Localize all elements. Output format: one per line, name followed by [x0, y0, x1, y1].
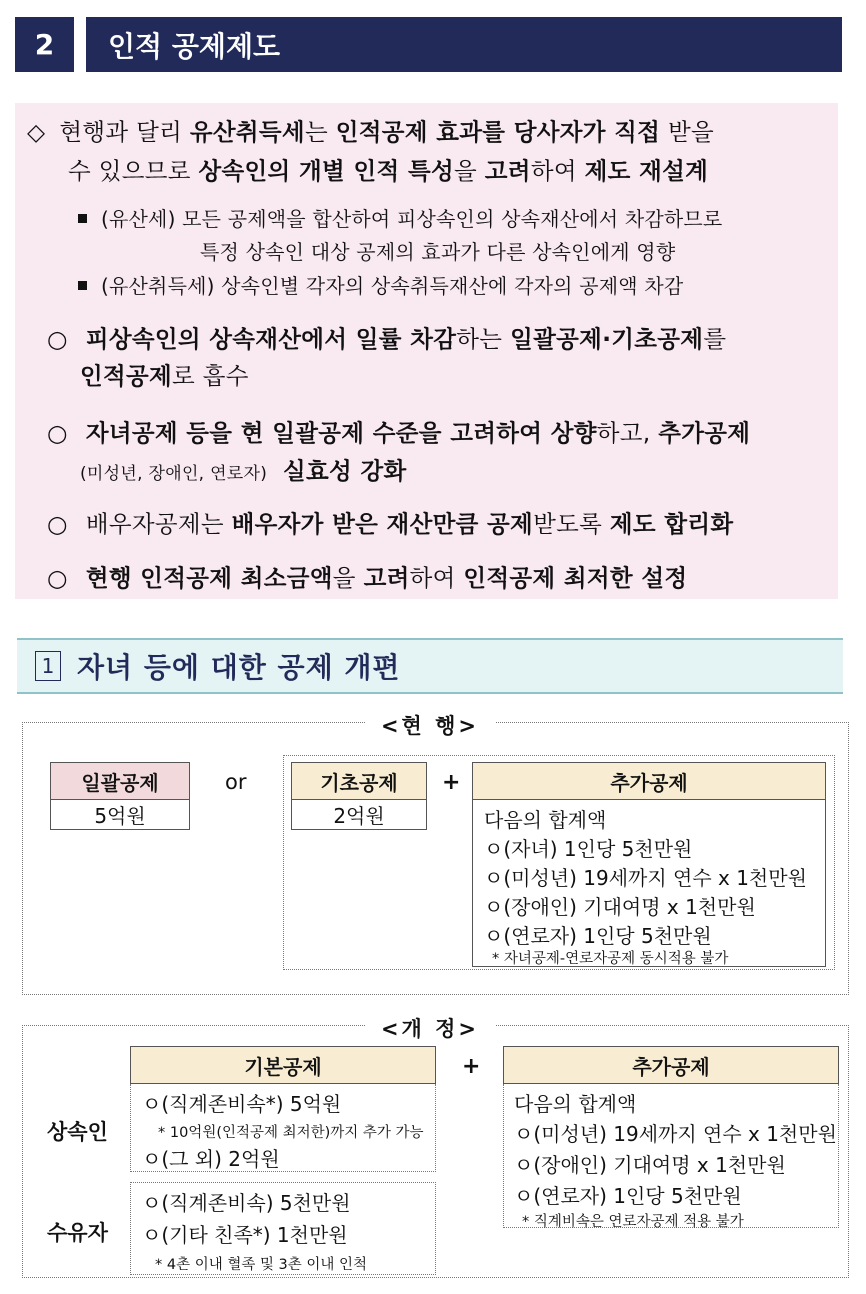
plain-text: 배우자공제는 — [85, 510, 232, 538]
emphasis-text: 자녀공제 등을 현 일괄공제 수준을 고려하여 상향 — [85, 419, 597, 447]
emphasis-text: 고려 — [363, 564, 410, 592]
current-system-label: <현 행> — [365, 710, 495, 740]
plus-sign: + — [462, 1054, 481, 1079]
emphasis-text: 제도 합리화 — [609, 510, 734, 538]
circle-bullet-icon: ○ — [47, 564, 68, 592]
additional-deduction-line: ㅇ(장애인) 기대여명 x 1천만원 — [484, 895, 756, 919]
square-bullet-icon — [78, 281, 87, 290]
plain-text: 받도록 — [533, 510, 610, 538]
plain-text: 받을 — [660, 118, 714, 146]
heir-line-lineal: ㅇ(직계존비속*) 5억원 — [142, 1092, 342, 1116]
plain-text: 수 있으므로 — [68, 157, 199, 185]
plain-text: 을 — [332, 564, 364, 592]
additional-deduction-note: * 자녀공제-연로자공제 동시적용 불가 — [492, 951, 729, 967]
emphasis-text: 제도 재설계 — [584, 157, 709, 185]
diamond-bullet-para-line2 — [68, 152, 708, 186]
basic-deduction-header: 기초공제 — [291, 762, 427, 800]
emphasis-text: 고려 — [484, 157, 531, 185]
revised-additional-line: 다음의 합계액 — [514, 1092, 637, 1116]
emphasis-text: 피상속인의 상속재산에서 일률 차감 — [85, 325, 457, 353]
plain-text: 는 — [304, 118, 336, 146]
revised-additional-line: ㅇ(미성년) 19세까지 연수 x 1천만원 — [514, 1122, 837, 1146]
circle-bullet-2-line1 — [47, 414, 750, 448]
revised-additional-header: 추가공제 — [503, 1046, 839, 1084]
bullet2-small-text: (미성년, 장애인, 연로자) — [80, 464, 268, 484]
circle-bullet-icon: ○ — [47, 325, 68, 353]
bullet1-line2-text — [80, 362, 249, 390]
additional-deduction-line: 다음의 합계액 — [484, 808, 607, 832]
basic-deduction-value: 2억원 — [291, 800, 427, 830]
sub-bullet-estate-tax-line2: 특정 상속인 대상 공제의 효과가 다른 상속인에게 영향 — [200, 240, 676, 264]
revised-additional-line: ㅇ(연로자) 1인당 5천만원 — [514, 1184, 742, 1208]
additional-deduction-line: ㅇ(자녀) 1인당 5천만원 — [484, 837, 693, 861]
lump-sum-deduction-header: 일괄공제 — [50, 762, 190, 800]
legatee-line-relatives: ㅇ(기타 친족*) 1천만원 — [142, 1223, 348, 1247]
emphasis-text: 배우자가 받은 재산만큼 공제 — [231, 510, 534, 538]
additional-deduction-header: 추가공제 — [472, 762, 826, 800]
plain-text: 하여 — [530, 157, 585, 185]
heir-note: * 10억원(인적공제 최저한)까지 추가 가능 — [158, 1125, 424, 1141]
emphasis-text: 유산취득세 — [189, 118, 305, 146]
bullet4-text — [86, 564, 688, 592]
section-title: 인적 공제제도 — [86, 17, 842, 72]
section-number-badge: 2 — [15, 17, 74, 72]
plain-text: 를 — [703, 325, 727, 353]
para1-line2-text — [68, 157, 708, 185]
legatee-row-label: 수유자 — [47, 1221, 108, 1245]
emphasis-text: 일괄공제·기초공제 — [510, 325, 704, 353]
plain-text: 하는 — [456, 325, 511, 353]
emphasis-text: 인적공제 최저한 설정 — [463, 564, 688, 592]
revised-additional-line: ㅇ(장애인) 기대여명 x 1천만원 — [514, 1153, 786, 1177]
lump-sum-deduction-value: 5억원 — [50, 800, 190, 830]
plain-text: 로 흡수 — [172, 362, 249, 390]
diamond-bullet-icon: ◇ — [27, 118, 46, 146]
revised-additional-note: * 직계비속은 연로자공제 적용 불가 — [522, 1214, 744, 1230]
bullet1-line1-text — [86, 325, 727, 353]
emphasis-text: 상속인의 개별 인적 특성 — [198, 157, 455, 185]
plain-text: 하고, — [596, 419, 659, 447]
circle-bullet-icon: ○ — [47, 510, 68, 538]
legatee-note: * 4촌 이내 혈족 및 3촌 이내 인척 — [155, 1257, 368, 1273]
square-bullet-icon — [78, 214, 87, 223]
revised-system-label: <개 정> — [365, 1013, 495, 1043]
subsection-header — [17, 638, 843, 694]
emphasis-text: 추가공제 — [658, 419, 751, 447]
heir-row-label: 상속인 — [47, 1120, 108, 1144]
or-text: or — [225, 770, 247, 794]
emphasis-text: 현행 인적공제 최소금액 — [85, 564, 333, 592]
emphasis-text: 인적공제 효과를 당사자가 직접 — [335, 118, 661, 146]
additional-deduction-line: ㅇ(미성년) 19세까지 연수 x 1천만원 — [484, 866, 807, 890]
circle-bullet-1-line2 — [80, 357, 249, 391]
plain-text: 현행과 달리 — [59, 118, 190, 146]
plus-sign: + — [442, 770, 461, 795]
base-deduction-header: 기본공제 — [130, 1046, 436, 1084]
emphasis-text: 인적공제 — [80, 362, 173, 390]
para1-line1-text — [59, 118, 714, 146]
plain-text: 하여 — [409, 564, 464, 592]
sub-bullet-estate-tax — [78, 203, 722, 232]
diamond-bullet-para-line1 — [27, 113, 714, 147]
legatee-line-lineal: ㅇ(직계존비속) 5천만원 — [142, 1191, 351, 1215]
sub-bullet-inheritance-tax-text: (유산취득세) 상속인별 각자의 상속취득재산에 각자의 공제액 차감 — [101, 274, 684, 298]
additional-deduction-line: ㅇ(연로자) 1인당 5천만원 — [484, 924, 712, 948]
circle-bullet-3 — [47, 505, 733, 539]
subsection-title: 자녀 등에 대한 공제 개편 — [77, 651, 401, 684]
circle-bullet-4 — [47, 559, 687, 593]
sub-bullet-inheritance-tax — [78, 270, 683, 299]
bullet2-bold-text: 실효성 강화 — [282, 457, 407, 485]
sub-bullet-estate-tax-line1: (유산세) 모든 공제액을 합산하여 피상속인의 상속재산에서 차감하므로 — [101, 207, 723, 231]
heir-line-others: ㅇ(그 외) 2억원 — [142, 1147, 280, 1171]
bullet2-line1-text — [86, 419, 750, 447]
circle-bullet-2-line2 — [80, 452, 406, 486]
circle-bullet-icon: ○ — [47, 419, 68, 447]
bullet3-text — [86, 510, 734, 538]
circle-bullet-1-line1 — [47, 320, 726, 354]
plain-text: 을 — [454, 157, 485, 185]
subsection-number-box: 1 — [35, 651, 61, 681]
